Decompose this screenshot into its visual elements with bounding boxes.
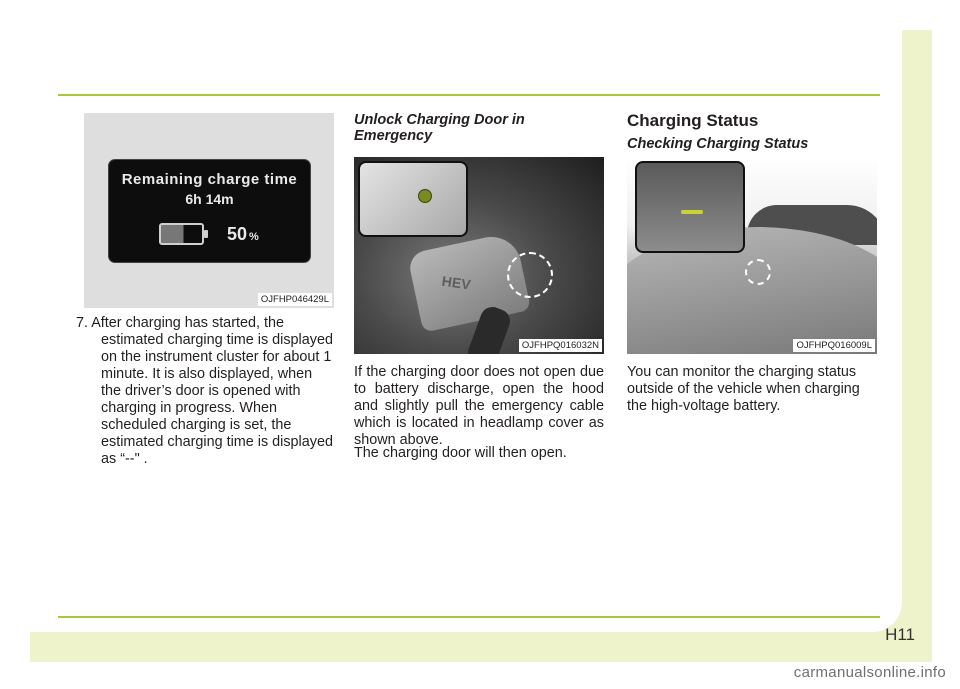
percent-value: 50 [227, 224, 248, 244]
paragraph-emergency-open: If the charging door does not open due to battery discharge, open the hood and slightly pull the emergency cable which is located in headlamp cover as shown above. [354, 364, 604, 448]
subheading-unlock-charging-door: Unlock Charging Door in Emergency [354, 112, 525, 144]
emergency-cable-knob-icon [418, 189, 432, 203]
engine-bay-figure [354, 157, 604, 354]
charging-indicator-icon [681, 210, 703, 214]
charge-time-display-figure [84, 113, 334, 308]
watermark: carmanualsonline.info [793, 664, 946, 681]
header-rule [58, 94, 880, 96]
callout-ring [745, 259, 771, 285]
figure-caption: OJFHP046429L [258, 293, 332, 306]
battery-icon [159, 223, 204, 245]
callout-ring [507, 252, 553, 298]
page-number: H11 [885, 625, 915, 644]
footer-rule [58, 616, 880, 618]
display-percent [227, 224, 259, 245]
display-time: 6h 14m [185, 191, 234, 207]
section-heading-charging-status: Charging Status [627, 111, 759, 130]
charging-indicator-inset [635, 161, 745, 253]
paragraph-door-opens: The charging door will then open. [354, 445, 567, 461]
figure-caption: OJFHPQ016009L [793, 339, 875, 352]
figure-caption: OJFHPQ016032N [519, 339, 602, 352]
instrument-cluster-display [108, 159, 311, 263]
percent-unit: % [249, 231, 259, 243]
numbered-item-7: 7. After charging has started, the estimated charging time is displayed on the instrument cluster for about 1 minute. It is also displayed, when the driver’s door is opened with charging in progress. When scheduled charging is set, the estimated charging time is displayed as “--" . [76, 315, 333, 467]
display-title: Remaining charge time [121, 171, 298, 188]
engine-cover-label: HEV [440, 272, 472, 293]
paragraph-monitor-status: You can monitor the charging status outside of the vehicle when charging the high-voltage battery. [627, 364, 860, 414]
emergency-cable-inset [358, 161, 468, 237]
subheading-checking-charging-status: Checking Charging Status [627, 136, 809, 152]
car-dashboard-figure [627, 157, 877, 354]
